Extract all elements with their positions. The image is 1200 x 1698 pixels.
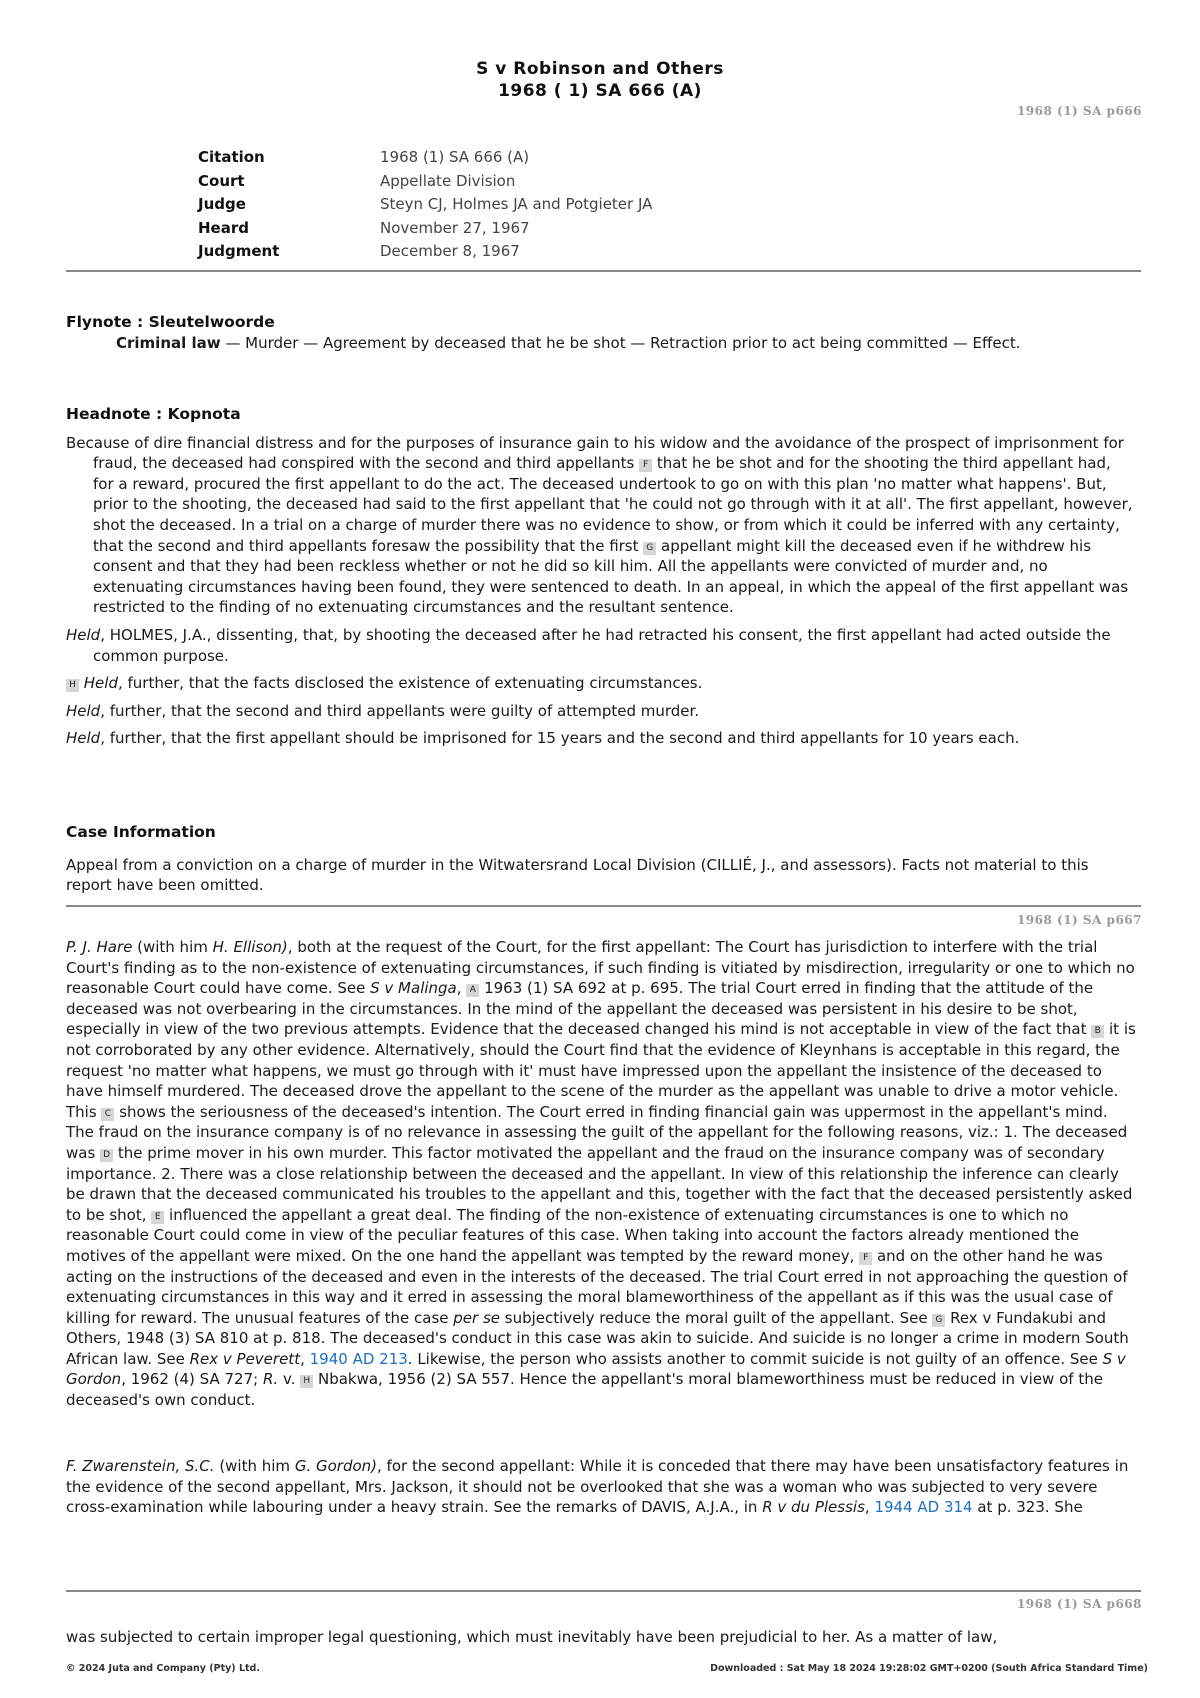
- argument-text: ,: [456, 979, 467, 998]
- margin-letter: D: [100, 1149, 113, 1162]
- metadata-row: [198, 193, 652, 217]
- argument-text: ,: [300, 1349, 310, 1368]
- held-paragraph: [66, 701, 1136, 722]
- argument-paragraph: [66, 1456, 1136, 1518]
- counsel-name: G. Gordon): [294, 1457, 378, 1475]
- metadata-row: [198, 240, 652, 264]
- argument-text: (with him: [214, 1457, 295, 1475]
- headnote-text: appellant might kill the deceased even if he withdrew his consent and that they had been reckless whether or not he did so kill him. All the appellants were convicted of murder and, no extenuating circumstances having been found, they were sentenced to death. In an appeal, in which the appeal of the first appellant was restricted to the finding of no extenuating circumstances and the resultant sentence.: [93, 536, 1129, 617]
- flynote-body: — Murder — Agreement by deceased that he be shot — Retraction prior to act being committed — Effect.: [220, 333, 1021, 352]
- argument-text: shows the seriousness of the deceased's intention. The Court erred in finding financial gain was uppermost in the appellant's mind. The fraud on the insurance company is of no relevance in assessing the guilt of the appellant for the following reasons, viz.: 1. The deceased was: [66, 1102, 1128, 1162]
- margin-letter: H: [66, 679, 79, 692]
- divider: [66, 905, 1141, 907]
- argument-paragraph: [66, 937, 1136, 1411]
- argument-second-appellant: [66, 1456, 1136, 1518]
- latin-phrase: per se: [453, 1308, 501, 1327]
- margin-letter: G: [932, 1314, 945, 1327]
- margin-letter: A: [466, 984, 479, 997]
- argument-text: 1963 (1) SA 692 at p. 695. The trial Court erred in finding that the attitude of the deceased was not overbearing in the circumstances. In the mind of the appellant the deceased was persistent in his desire to be shot, especially in view of the two previous attempts. Evidence that the deceased changed his mind is not acceptable in view of the fact that: [66, 979, 1094, 1039]
- argument-text: ,: [864, 1498, 875, 1517]
- margin-letter: H: [300, 1375, 313, 1388]
- case-name: Rex v Peverett: [189, 1349, 301, 1368]
- margin-letter: F: [859, 1252, 872, 1265]
- headnote-heading: Headnote : Kopnota: [66, 405, 241, 423]
- held-paragraph: [66, 728, 1136, 749]
- flynote-keyword: Criminal law: [116, 333, 221, 352]
- continuation-text: was subjected to certain improper legal questioning, which must inevitably have been prejudicial to her. As a matter of law,: [66, 1628, 998, 1646]
- held-text: , HOLMES, J.A., dissenting, that, by shooting the deceased after he had retracted his consent, the first appellant had acted outside the common purpose.: [93, 625, 1111, 665]
- argument-text: and on the other hand he was acting on the instructions of the deceased and even in the interests of the deceased. The trial Court erred in not approaching the question of extenuating circumstances in this way and it erred in assessing the moral blameworthiness of the appellant as if this was the usual case of killing for reward. The unusual features of the case: [66, 1246, 1128, 1327]
- argument-text: at p. 323. She: [972, 1498, 1083, 1517]
- margin-letter: E: [151, 1211, 164, 1224]
- held-text: , further, that the second and third appellants were guilty of attempted murder.: [100, 701, 700, 720]
- counsel-name: F. Zwarenstein, S.C.: [66, 1457, 215, 1475]
- headnote-paragraph: [66, 433, 1136, 618]
- argument-text: Rex v Fundakubi and Others, 1948 (3) SA 810 at p. 818. The deceased's conduct in this case was akin to suicide. And suicide is no longer a crime in modern South African law. See: [66, 1308, 1129, 1368]
- argument-text: (with him: [132, 938, 213, 956]
- case-name: S v Gordon: [66, 1349, 1126, 1389]
- metadata-key: Judgment: [198, 242, 280, 260]
- case-info-text: Appeal from a conviction on a charge of murder in the Witwatersrand Local Division (CILLIÉ, J., and assessors). Facts not material to this report have been omitted.: [66, 855, 1089, 895]
- margin-letter: F: [639, 459, 652, 472]
- counsel-name: H. Ellison): [212, 938, 288, 956]
- argument-text: , both at the request of the Court, for the first appellant: The Court has jurisdiction to interfere with the trial Court's finding as to the non-existence of extenuating circumstances, if such finding is vitiated by misdirection, irregularity or one to which no reasonable Court could have come. See: [66, 938, 1135, 998]
- argument-text: . Likewise, the person who assists another to commit suicide is not guilty of an offence. See: [407, 1349, 1103, 1368]
- margin-letter: C: [101, 1108, 114, 1121]
- metadata-value: Appellate Division: [380, 171, 516, 190]
- metadata-row: [198, 146, 652, 170]
- metadata-row: [198, 170, 652, 194]
- held-text: , further, that the facts disclosed the existence of extenuating circumstances.: [117, 674, 703, 693]
- page-reference: 1968 (1) SA p667: [1016, 913, 1142, 927]
- metadata-value: December 8, 1967: [380, 242, 520, 260]
- case-name: S v Malinga: [370, 979, 457, 998]
- argument-text: influenced the appellant a great deal. The finding of the non-existence of extenuating circumstances is one to which no reasonable Court could come in view of the peculiar features of this case. When taking into account the factors already mentioned the motives of the appellant were mixed. On the one hand the appellant was tempted by the reward money,: [66, 1205, 1079, 1265]
- metadata-table: [198, 146, 652, 264]
- divider: [66, 270, 1141, 272]
- divider: [66, 1590, 1141, 1592]
- footer-download-info: Downloaded : Sat May 18 2024 19:28:02 GMT+0200 (South Africa Standard Time): [710, 1663, 1148, 1674]
- flynote-text: [66, 333, 1136, 354]
- case-info-section: [66, 822, 1136, 896]
- case-name: R v du Plessis: [762, 1498, 865, 1517]
- metadata-row: [198, 217, 652, 241]
- case-citation-title: 1968 ( 1) SA 666 (A): [498, 81, 702, 101]
- argument-text: , 1962 (4) SA 727;: [121, 1370, 263, 1389]
- metadata-key: Judge: [198, 195, 246, 213]
- argument-text: subjectively reduce the moral guilt of the appellant. See: [500, 1308, 933, 1327]
- held-label: Held: [66, 701, 101, 720]
- held-label: Held: [66, 625, 101, 644]
- headnote-text: Because of dire financial distress and for the purposes of insurance gain to his widow and the avoidance of the prospect of imprisonment for fraud, the deceased had conspired with the second and third appellants: [66, 433, 1124, 473]
- headnote-section: [66, 404, 1136, 749]
- metadata-value: Steyn CJ, Holmes JA and Potgieter JA: [380, 195, 653, 213]
- held-text: , further, that the first appellant should be imprisoned for 15 years and the second and third appellants for 10 years each.: [100, 729, 1020, 748]
- title-block: [0, 58, 1200, 102]
- argument-text: it is not corroborated by any other evidence. Alternatively, should the Court find that the evidence of Kleynhans is acceptable in this regard, the request 'no matter what happens, we must go through with it' must have impressed upon the appellant the insistence of the deceased to have himself murdered. The deceased drove the appellant to the scene of the murder as the appellant was unable to drive a motor vehicle. This: [66, 1020, 1136, 1121]
- flynote-heading: Flynote : Sleutelwoorde: [66, 313, 275, 331]
- argument-text: , for the second appellant: While it is conceded that there may have been unsatisfactory features in the evidence of the second appellant, Mrs. Jackson, it should not be overlooked that she was a woman who was subjected to very severe cross-examination while labouring under a heavy strain. See the remarks of DAVIS, A.J.A., in: [66, 1457, 1129, 1517]
- case-info-heading: Case Information: [66, 823, 216, 841]
- metadata-value: November 27, 1967: [380, 218, 530, 237]
- citation-link[interactable]: 1944 AD 314: [874, 1498, 973, 1517]
- metadata-key: Heard: [198, 218, 249, 237]
- metadata-key: Court: [198, 171, 245, 190]
- argument-text: Nbakwa, 1956 (2) SA 557. Hence the appellant's moral blameworthiness must be reduced in view of the deceased's own conduct.: [66, 1370, 1103, 1410]
- held-paragraph: [66, 625, 1136, 666]
- headnote-text: that he be shot and for the shooting the third appellant had, for a reward, procured the first appellant to do the act. The deceased undertook to go on with this plan 'no matter what happens'. But, prior to the shooting, the deceased had said to the first appellant that 'he could not go through with it at all'. The first appellant, however, shot the deceased. In a trial on a charge of murder there was no evidence to show, or from which it could be inferred with any certainty, that the second and third appellants foresaw the possibility that the first: [93, 454, 1133, 555]
- citation-link[interactable]: 1940 AD 213: [309, 1349, 408, 1368]
- held-label: Held: [66, 729, 101, 748]
- margin-letter: G: [643, 542, 656, 555]
- case-title: S v Robinson and Others: [476, 59, 724, 79]
- case-name: R.: [262, 1370, 279, 1389]
- footer-copyright: © 2024 Juta and Company (Pty) Ltd.: [66, 1663, 260, 1674]
- metadata-key: Citation: [198, 148, 265, 166]
- argument-first-appellant: [66, 937, 1136, 1411]
- flynote-section: [66, 312, 1136, 353]
- counsel-name: P. J. Hare: [66, 938, 133, 956]
- page-reference: 1968 (1) SA p666: [1016, 104, 1142, 118]
- held-paragraph: [66, 673, 1136, 694]
- argument-text: v.: [278, 1370, 301, 1389]
- page-reference: 1968 (1) SA p668: [1016, 1597, 1142, 1611]
- metadata-value: 1968 (1) SA 666 (A): [380, 148, 530, 166]
- margin-letter: B: [1091, 1025, 1104, 1038]
- held-label: Held: [83, 674, 118, 693]
- argument-text: the prime mover in his own murder. This factor motivated the appellant and the fraud on the insurance company was of secondary importance. 2. There was a close relationship between the deceased and the appellant. In view of this relationship the inference can clearly be drawn that the deceased communicated his troubles to the appellant and this, together with the fact that the deceased persistently asked to be shot,: [66, 1143, 1133, 1224]
